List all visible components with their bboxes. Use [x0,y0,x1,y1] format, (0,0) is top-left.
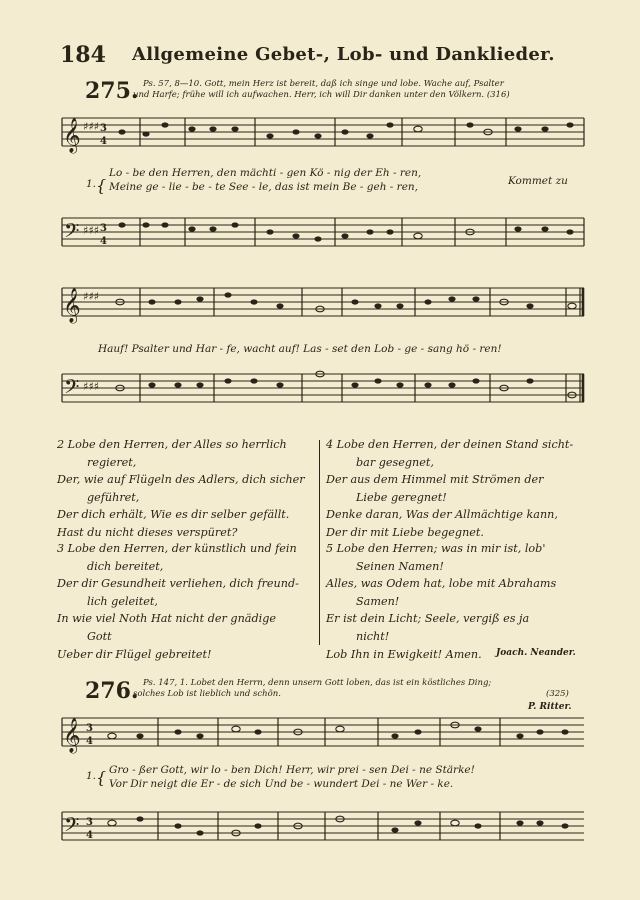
svg-text:3: 3 [86,817,93,828]
column-divider [319,440,320,645]
svg-text:𝄞: 𝄞 [63,718,81,753]
lyric-line: Lo - be den Herren, den mächti - gen Kö - nig der Eh - ren, [109,167,422,179]
verse-line: Denke daran, Was der Allmächtige kann, [326,508,558,522]
verse-block [57,540,315,663]
verse-line: Samen! [356,594,400,608]
verse-block [326,540,588,663]
verse-line: Der dich erhält, Wie es dir selber gefällt. [57,508,290,522]
lyric-line: Kommet zu [508,175,568,187]
lyric-line: Hauf! Psalter und Har - fe, wacht auf! Las - set den Lob - ge - sang hö - ren! [98,343,502,355]
scripture-line: Ps. 147, 1. Lobet den Herrn, denn unsern Gott loben, das ist ein köstliches Ding; [143,678,492,688]
verse-line: Der aus dem Himmel mit Strömen der [326,473,544,487]
verse-line: Lob Ihn in Ewigkeit! Amen. [326,647,482,661]
verse-line: Alles, was Odem hat, lobe mit Abrahams [326,577,557,591]
svg-text:4: 4 [86,736,93,747]
verse-number: 1. [86,178,97,190]
svg-text:3: 3 [86,723,93,734]
hymn-reference: (325) [546,689,569,699]
music-staff-bass [0,212,640,262]
verse-number: 1. [86,770,97,782]
svg-text:♯♯♯: ♯♯♯ [83,380,99,393]
svg-text:4: 4 [86,830,93,841]
verse-line: geführet, [87,490,140,504]
verse-line: Der, wie auf Flügeln des Adlers, dich sicher [57,473,305,487]
lyric-line: Meine ge - lie - be - te See - le, das ist mein Be - geh - ren, [109,181,419,193]
scripture-line: Ps. 57, 8—10. Gott, mein Herz ist bereit, daß ich singe und lobe. Wache auf, Psalter [143,79,504,89]
verse-line: 4 Lobe den Herren, der deinen Stand sicht- [326,438,574,451]
verse-line: lich geleitet, [87,594,158,608]
music-staff-bass [0,368,640,418]
verse-line: Der dir Gesundheit verliehen, dich freund- [57,577,299,591]
svg-text:3: 3 [100,123,107,134]
hymn-number: 276. [85,678,139,704]
svg-text:4: 4 [100,136,107,147]
verse-line: dich bereitet, [87,559,164,573]
music-staff-treble [0,112,640,162]
verse-line: regieret, [87,455,137,469]
svg-text:♯♯♯: ♯♯♯ [83,224,99,237]
verse-block [326,436,588,542]
music-staff-treble [0,282,640,332]
svg-text:3: 3 [100,223,107,234]
verse-line: 2 Lobe den Herren, der Alles so herrlich [57,438,287,451]
svg-text:𝄞: 𝄞 [63,118,81,153]
svg-text:𝄢: 𝄢 [64,375,80,403]
verse-line: Hast du nicht dieses verspüret? [57,525,238,539]
verse-line: nicht! [356,629,390,643]
svg-text:♯♯♯: ♯♯♯ [83,120,99,133]
verse-line: Ueber dir Flügel gebreitet! [57,647,212,661]
music-staff-bass [0,806,640,854]
svg-text:𝄢: 𝄢 [64,813,80,841]
verse-line: Seinen Namen! [356,559,444,573]
composer-credit: P. Ritter. [528,702,572,712]
verse-line: Liebe geregnet! [356,490,447,504]
verse-line: In wie viel Noth Hat nicht der gnädige [57,612,276,626]
verse-line: Gott [87,629,112,643]
svg-text:4: 4 [100,236,107,247]
page-number: 184 [60,42,106,68]
svg-text:𝄢: 𝄢 [64,219,80,247]
lyric-line: Gro - ßer Gott, wir lo - ben Dich! Herr, wir prei - sen Dei - ne Stärke! [109,764,475,776]
svg-text:𝄞: 𝄞 [63,288,81,323]
svg-text:♯♯♯: ♯♯♯ [83,290,99,303]
verse-line: Er ist dein Licht; Seele, vergiß es ja [326,612,530,626]
music-staff-treble [0,712,640,760]
scripture-line: solches Lob ist lieblich und schön. [133,689,281,699]
verse-line: Der dir mit Liebe begegnet. [326,525,484,539]
scripture-line: und Harfe; frühe will ich aufwachen. Herr, ich will Dir danken unter den Völkern. (316) [133,90,510,100]
author-credit: Joach. Neander. [496,648,576,658]
page-title: Allgemeine Gebet-, Lob- und Danklieder. [132,44,555,65]
hymn-number: 275. [85,78,139,104]
verse-line: 3 Lobe den Herren, der künstlich und fein [57,542,297,555]
lyric-line: Vor Dir neigt die Er - de sich Und be - wundert Dei - ne Wer - ke. [109,778,454,790]
verse-line: 5 Lobe den Herren; was in mir ist, lob' [326,542,546,555]
verse-line: bar gesegnet, [356,455,434,469]
verse-block [57,436,315,542]
